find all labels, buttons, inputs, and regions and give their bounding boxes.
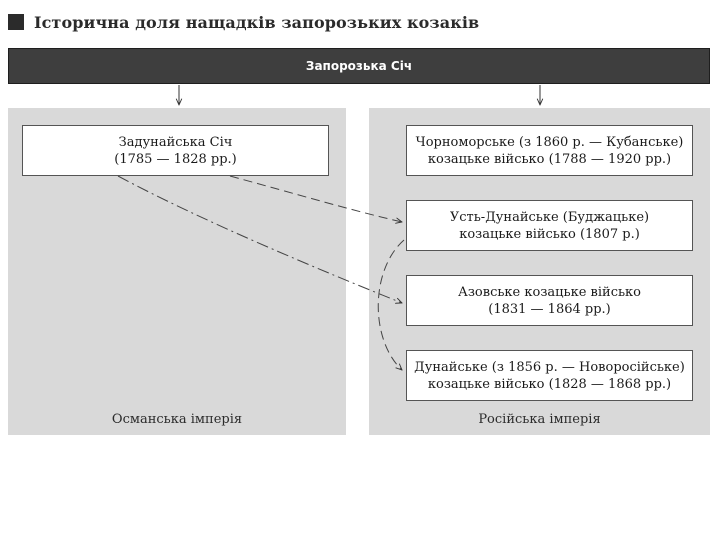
ust-dunaiske-box <box>406 200 693 251</box>
title <box>8 10 479 34</box>
azovske-box <box>406 275 693 326</box>
zadunaiska-line2: (1785 — 1828 рр.) <box>114 151 237 167</box>
ust-dunaiske-line1: Усть-Дунайське (Буджацьке) <box>449 209 650 225</box>
title-square-icon <box>8 14 24 30</box>
dunaiske-box <box>406 350 693 401</box>
dunaiske-line1: Дунайське (з 1856 р. — Новоросійське) <box>414 359 685 375</box>
chornomorske-line1: Чорноморське (з 1860 р. — Кубанське) <box>415 134 684 150</box>
chornomorske-box <box>406 125 693 176</box>
azovske-line2: (1831 — 1864 рр.) <box>488 301 611 317</box>
zaporozka-sich-bar: Запорозька Січ <box>8 48 710 84</box>
chornomorske-line2: козацьке військо (1788 — 1920 рр.) <box>427 151 672 167</box>
ust-dunaiske-line2: козацьке військо (1807 р.) <box>459 226 640 242</box>
zadunaiska-sich-box <box>22 125 329 176</box>
title-text: Історична доля нащадків запорозьких козаків <box>34 12 480 32</box>
russian-empire-label: Російська імперія <box>478 412 601 427</box>
azovske-line1: Азовське козацьке військо <box>457 284 642 300</box>
zadunaiska-line1: Задунайська Січ <box>118 134 233 150</box>
ottoman-empire-label: Османська імперія <box>111 412 243 427</box>
dunaiske-line2: козацьке військо (1828 — 1868 рр.) <box>427 376 672 392</box>
